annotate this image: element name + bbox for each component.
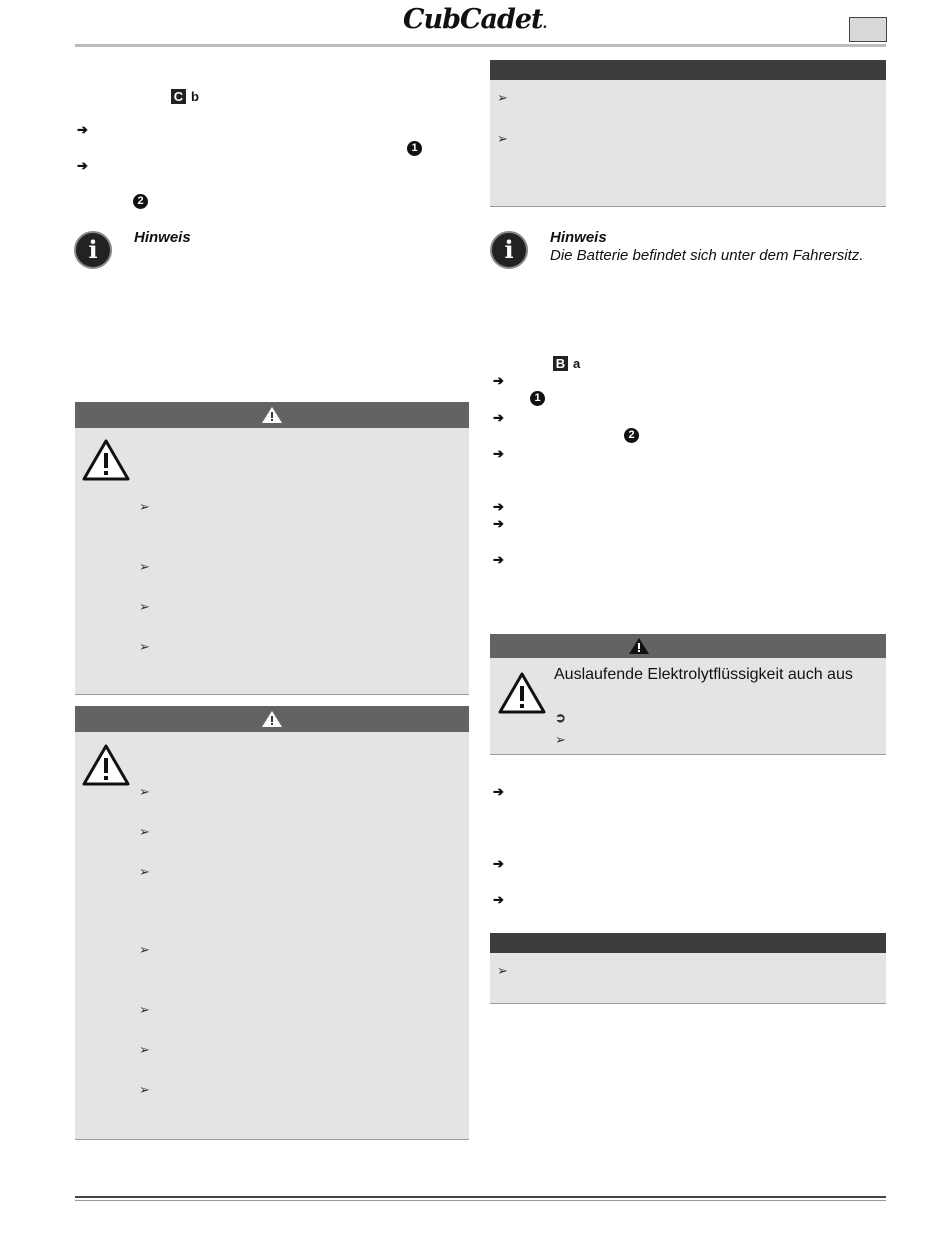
step-arrow-icon: ➔ — [77, 158, 88, 173]
note-text: Die Batterie befindet sich unter dem Fahrersitz. — [550, 247, 864, 264]
footer-rule — [75, 1196, 886, 1198]
bullet-chevron-icon: ➢ — [497, 963, 508, 978]
note-title: Hinweis — [550, 229, 607, 246]
bullet-chevron-icon: ➢ — [139, 599, 150, 614]
warning-text: Auslaufende Elektrolytflüssigkeit auch aus — [554, 666, 853, 683]
warning-triangle-icon — [81, 438, 131, 482]
warning-small-icon — [628, 637, 650, 655]
warning-small-icon — [261, 710, 283, 728]
bullet-chevron-icon: ➢ — [139, 824, 150, 839]
step-arrow-icon: ➔ — [77, 122, 88, 137]
step-number-2: 2 — [133, 194, 148, 209]
section-sub: a — [573, 356, 581, 371]
section-label-b — [553, 355, 580, 373]
logo-mark: . — [542, 16, 547, 32]
step-arrow-icon: ➔ — [493, 892, 504, 907]
warning-box-3 — [490, 634, 886, 755]
section-badge: C — [171, 89, 186, 104]
step-arrow-icon: ➔ — [493, 373, 504, 388]
circle-arrow-icon: ➲ — [555, 710, 566, 725]
box-header-bar — [490, 60, 886, 80]
warning-header-bar — [75, 402, 469, 428]
bullet-chevron-icon: ➢ — [139, 1082, 150, 1097]
note-title: Hinweis — [134, 229, 191, 246]
bullet-chevron-icon: ➢ — [139, 1042, 150, 1057]
warning-box-2 — [75, 706, 469, 1140]
section-badge: B — [553, 356, 568, 371]
step-arrow-icon: ➔ — [493, 410, 504, 425]
bullet-chevron-icon: ➢ — [139, 1002, 150, 1017]
bullet-chevron-icon: ➢ — [139, 784, 150, 799]
step-arrow-icon: ➔ — [493, 499, 504, 514]
warning-small-icon — [261, 406, 283, 424]
step-arrow-icon: ➔ — [493, 446, 504, 461]
warning-triangle-icon — [497, 671, 547, 715]
step-arrow-icon: ➔ — [493, 856, 504, 871]
bullet-chevron-icon: ➢ — [139, 639, 150, 654]
bullet-chevron-icon: ➢ — [497, 90, 508, 105]
step-arrow-icon: ➔ — [493, 552, 504, 567]
note-box-bottom — [490, 933, 886, 1004]
info-icon: i — [74, 231, 112, 269]
note-box-top — [490, 60, 886, 207]
step-number-2: 2 — [624, 428, 639, 443]
box-header-bar — [490, 933, 886, 953]
bullet-chevron-icon: ➢ — [139, 864, 150, 879]
section-label-c — [171, 88, 199, 106]
bullet-chevron-icon: ➢ — [497, 131, 508, 146]
step-arrow-icon: ➔ — [493, 784, 504, 799]
step-arrow-icon: ➔ — [493, 516, 504, 531]
warning-triangle-icon — [81, 743, 131, 787]
bullet-chevron-icon: ➢ — [555, 732, 566, 747]
info-icon: i — [490, 231, 528, 269]
cub-cadet-logo — [403, 4, 546, 35]
step-number-1: 1 — [530, 391, 545, 406]
step-number-1: 1 — [407, 141, 422, 156]
language-box — [849, 17, 887, 42]
logo-text: CubCadet — [403, 4, 543, 35]
bullet-chevron-icon: ➢ — [139, 942, 150, 957]
warning-header-bar — [490, 634, 886, 658]
warning-box-1 — [75, 402, 469, 695]
warning-header-bar — [75, 706, 469, 732]
bullet-chevron-icon: ➢ — [139, 559, 150, 574]
footer-rule-thin — [75, 1200, 886, 1201]
header-rule — [75, 44, 886, 47]
section-sub: b — [191, 89, 199, 104]
bullet-chevron-icon: ➢ — [139, 499, 150, 514]
